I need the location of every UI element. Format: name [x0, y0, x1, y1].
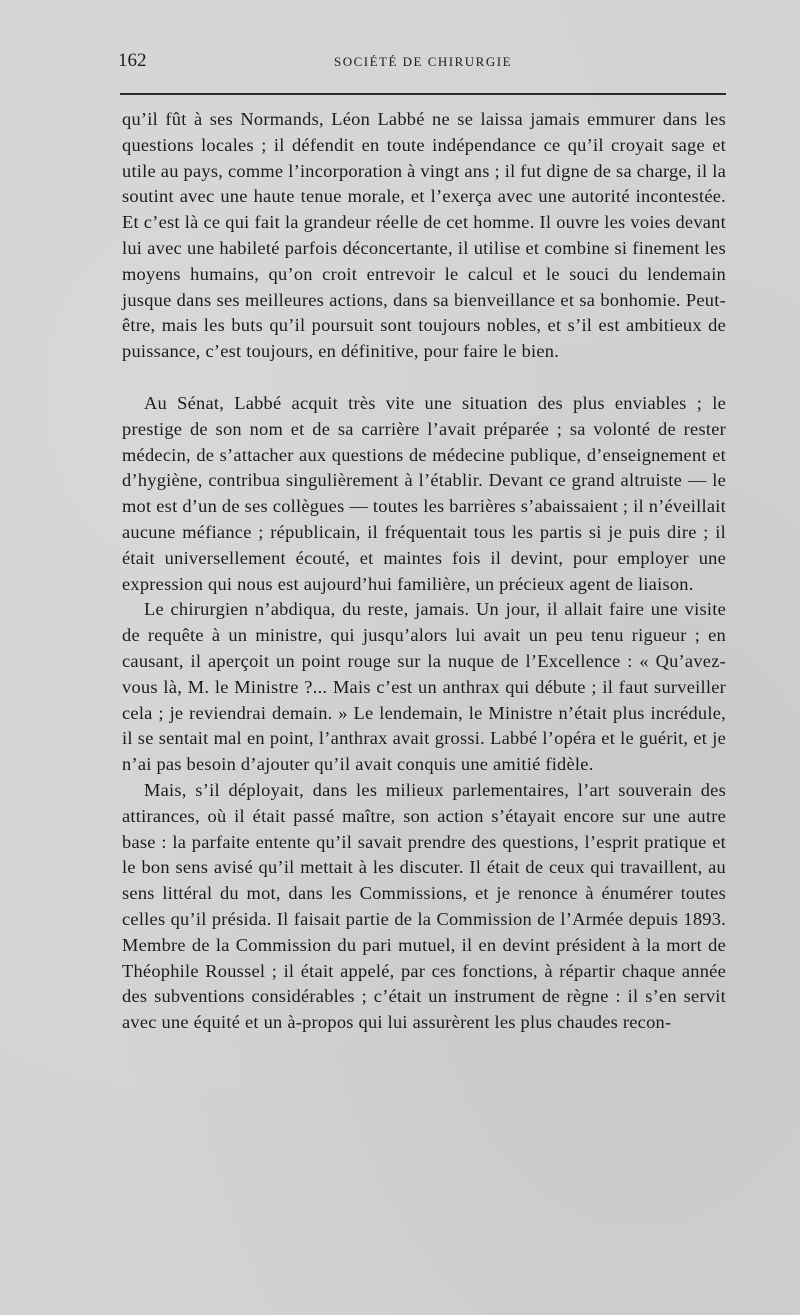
running-head: SOCIÉTÉ DE CHIRURGIE	[333, 54, 513, 69]
paragraph: qu’il fût à ses Normands, Léon Labbé ne se laissa jamais emmurer dans les questions locales ; il défendit en toute indépendance ce qu’il croyait sage et utile au pays, comme l’incorporation à vingt ans ; il fut digne de sa charge, il la soutint avec une haute tenue morale, et l’exerça avec une autorité incontestée. Et c’est là ce qui fait la grandeur réelle de cet homme. Il ouvre les voies devant lui avec une habileté parfois déconcertante, il utilise et combine si finement les moyens humains, qu’on croit entrevoir le calcul et le souci du lendemain jusque dans ses meilleures actions, dans sa bienveillance et sa bonhomie. Peut-être, mais les buts qu’il poursuit sont toujours nobles, et s’il est ambitieux de puissance, c’est toujours, en définitive, pour faire le bien.	[122, 109, 726, 362]
body-text	[122, 107, 726, 1036]
page-header	[118, 50, 728, 74]
paragraph: Le chirurgien n’abdiqua, du reste, jamais. Un jour, il allait faire une visite de requête à un ministre, qui jusqu’alors lui avait un peu tenu rigueur ; en causant, il aperçoit un point rouge sur la nuque de l’Excellence : « Qu’avez-vous là, M. le Ministre ?... Mais c’est un anthrax qui débute ; il faut surveiller cela ; je reviendrai demain. » Le lendemain, le Ministre n’était plus incrédule, il se sentait mal en point, l’anthrax avait grossi. Labbé l’opéra et le guérit, et je n’ai pas besoin d’ajouter qu’il avait conquis une amitié fidèle.	[122, 599, 726, 775]
paragraph: Au Sénat, Labbé acquit très vite une situation des plus enviables ; le prestige de son nom et de sa carrière l’avait préparée ; sa volonté de rester médecin, de s’attacher aux questions de médecine publique, d’enseignement et d’hygiène, contribua singulièrement à l’établir. Devant ce grand altruiste — le mot est d’un de ses collègues — toutes les barrières s’abaissaient ; il n’éveillait aucune méfiance ; républicain, il fréquentait tous les partis si je puis dire ; il était universellement écouté, et maintes fois il devint, pour employer une expression qui nous est aujourd’hui familière, un précieux agent de liaison.	[122, 392, 726, 594]
paragraph: Mais, s’il déployait, dans les milieux parlementaires, l’art souverain des attirances, où il était passé maître, son action s’étayait encore sur une autre base : la parfaite entente qu’il savait prendre des questions, l’esprit pratique et le bon sens avisé qu’il mettait à les discuter. Il était de ceux qui travaillent, au sens littéral du mot, dans les Commissions, et je renonce à énumérer toutes celles qu’il présida. Il faisait partie de la Commission de l’Armée depuis 1893. Membre de la Commission du pari mutuel, il en devint président à la mort de Théophile Roussel ; il était appelé, par ces fonctions, à répartir chaque année des subventions considérables ; c’était un instrument de règne : il s’en servit avec une équité et un à-propos qui lui assurèrent les plus chaudes recon-	[122, 779, 726, 1033]
header-rule	[120, 93, 726, 95]
page-number: 162	[118, 50, 147, 71]
